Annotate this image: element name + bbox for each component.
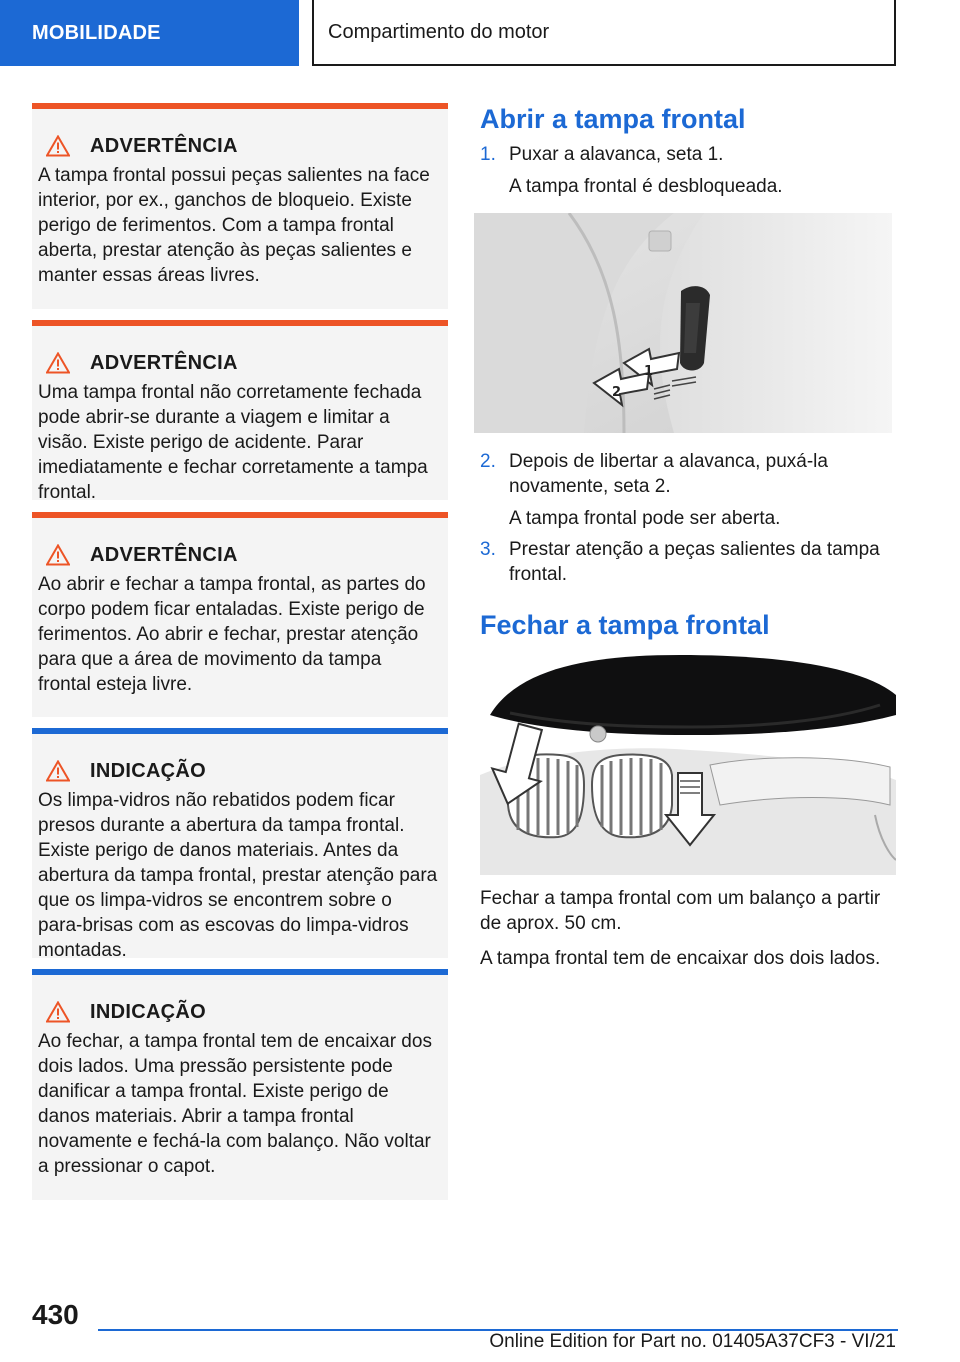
arrow-label-2: 2	[612, 385, 622, 400]
note-text: Os limpa-vidros não rebatidos podem ficar presos durante a abertura da tampa frontal. Existe perigo de danos materiais. Antes da abertura da tampa frontal, prestar atenção para que os limpa-vidros se encontrem sobre o para-brisas com as escovas do limpa-vidros montadas.	[38, 790, 438, 961]
warning-triangle-icon	[46, 352, 70, 374]
step-1	[480, 142, 900, 199]
note-text: Ao fechar, a tampa frontal tem de encaixar dos dois lados. Uma pressão persistente pode danificar a tampa frontal. Existe perigo de danos materiais. Abrir a tampa frontal novamente e fechá-la com balanço. Não voltar a pressionar o capot.	[38, 1031, 432, 1177]
warning-box-3	[32, 512, 448, 717]
step-result: A tampa frontal é desbloqueada.	[509, 176, 783, 197]
warning-triangle-icon	[46, 760, 70, 782]
step-number: 2.	[480, 451, 496, 472]
warning-title: ADVERTÊNCIA	[90, 351, 238, 374]
note-box-1	[32, 728, 448, 961]
note-box-2	[32, 969, 448, 1200]
warning-text: Ao abrir e fechar a tampa frontal, as partes do corpo podem ficar entaladas. Existe perigo de ferimentos. Ao abrir e fechar, prestar atenção para que a área de movimento da tampa frontal esteja livre.	[38, 574, 426, 695]
close-paragraph-2: A tampa frontal tem de encaixar dos dois lados.	[480, 948, 881, 969]
release-lever-figure	[474, 213, 892, 433]
step-2	[480, 449, 900, 531]
warning-text: Uma tampa frontal não corretamente fechada pode abrir-se durante a viagem e limitar a visão. Existe perigo de acidente. Parar imediatamente e fechar corretamente a tampa frontal.	[38, 382, 428, 503]
chapter-title: MOBILIDADE	[32, 21, 161, 44]
warning-triangle-icon	[46, 1001, 70, 1023]
step-result: A tampa frontal pode ser aberta.	[509, 508, 781, 529]
step-number: 3.	[480, 539, 496, 560]
kidney-grille-right	[592, 755, 672, 838]
step-text: Prestar atenção a peças salientes da tampa frontal.	[509, 539, 880, 585]
step-text: Depois de libertar a alavanca, puxá-la novamente, seta 2.	[509, 451, 828, 497]
warning-title: ADVERTÊNCIA	[90, 543, 238, 566]
arrow-label-1: 1	[644, 364, 654, 379]
section-title: Compartimento do motor	[328, 20, 550, 43]
note-title: INDICAÇÃO	[90, 759, 207, 782]
edition-info: Online Edition for Part no. 01405A37CF3 - VI/21	[489, 1331, 896, 1352]
close-hood-figure	[480, 655, 896, 875]
close-paragraph-1: Fechar a tampa frontal com um balanço a partir de aprox. 50 cm.	[480, 888, 881, 934]
page-number: 430	[32, 1299, 79, 1330]
close-heading: Fechar a tampa frontal	[480, 610, 770, 640]
warning-triangle-icon	[46, 135, 70, 157]
warning-box-2	[32, 320, 448, 503]
warning-box-1	[32, 103, 448, 309]
warning-title: ADVERTÊNCIA	[90, 134, 238, 157]
section-header	[312, 0, 896, 66]
chapter-tab[interactable]	[0, 0, 299, 66]
step-text: Puxar a alavanca, seta 1.	[509, 144, 724, 165]
open-heading: Abrir a tampa frontal	[480, 104, 746, 134]
step-number: 1.	[480, 144, 496, 165]
warning-text: A tampa frontal possui peças salientes na face interior, por ex., ganchos de bloqueio. Existe perigo de ferimentos. Com a tampa frontal aberta, prestar atenção às peças salientes e manter essas áreas livres.	[38, 165, 430, 286]
note-title: INDICAÇÃO	[90, 1000, 207, 1023]
warning-triangle-icon	[46, 544, 70, 566]
step-3	[480, 537, 900, 587]
